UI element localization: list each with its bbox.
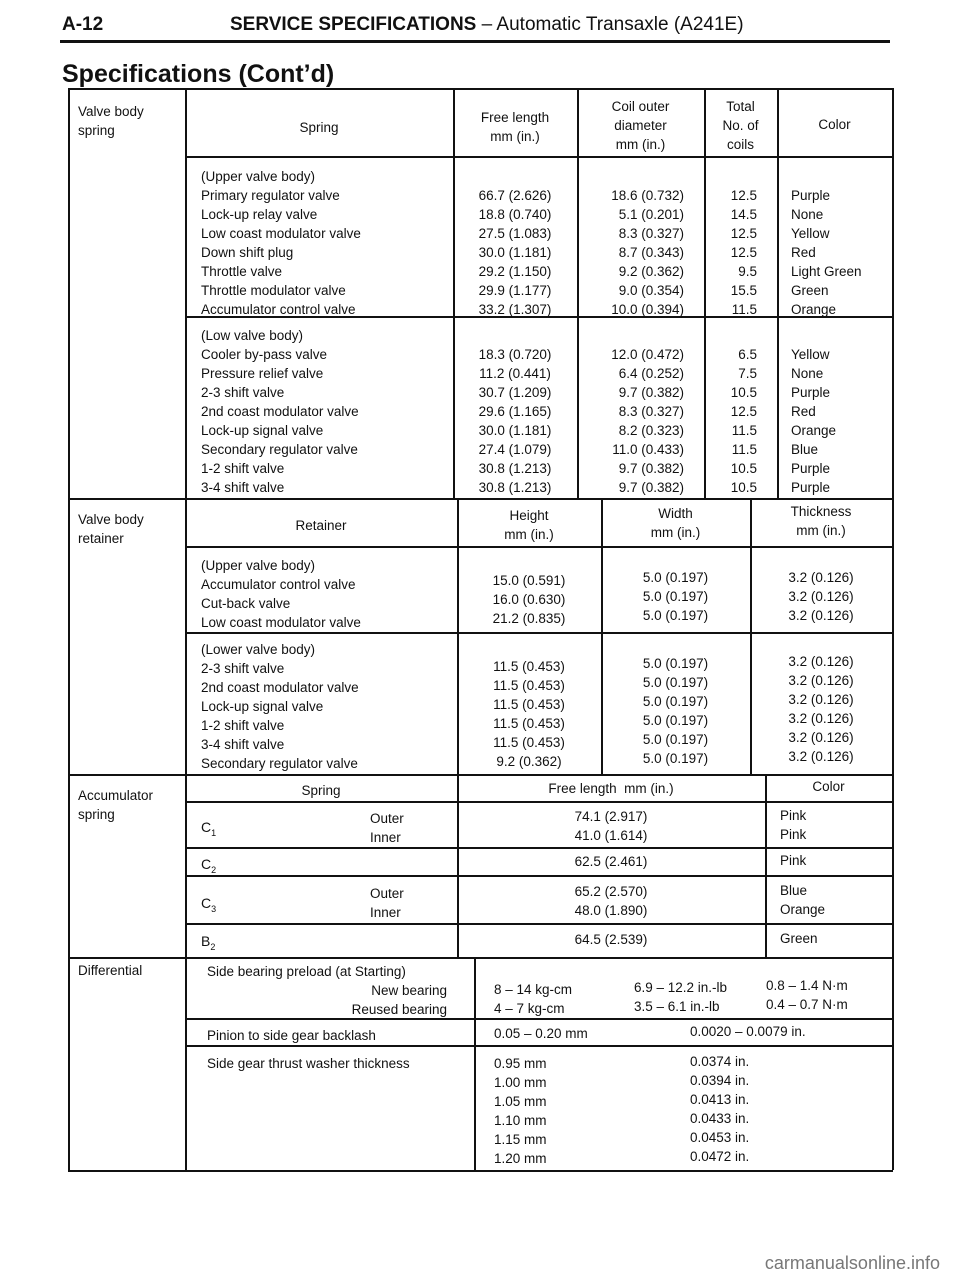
col-header-thickness: Thickness mm (in.) bbox=[790, 504, 852, 538]
row-separator bbox=[185, 923, 893, 925]
differential-backlash-title: Pinion to side gear backlash bbox=[207, 1028, 376, 1043]
accumulator-row-c3-parts: Outer Inner bbox=[370, 886, 404, 920]
table-border-bottom bbox=[68, 1170, 893, 1172]
differential-backlash-in: 0.0020 – 0.0079 in. bbox=[690, 1024, 806, 1039]
col-header-color: Color bbox=[818, 117, 851, 132]
differential-preload-kgcm: 8 – 14 kg-cm 4 – 7 kg-cm bbox=[494, 982, 573, 1016]
col-header-accumulator-spring: Spring bbox=[301, 783, 341, 798]
col-header-coil-outer-diameter: Coil outer diameter mm (in.) bbox=[611, 99, 670, 152]
accumulator-row-c1-length: 74.1 (2.917) 41.0 (1.614) bbox=[574, 809, 648, 843]
accumulator-row-b2-color: Green bbox=[780, 931, 818, 946]
col-header-height: Height mm (in.) bbox=[504, 508, 554, 542]
lower-spring-color: Yellow None Purple Red Orange Blue Purple Purple bbox=[791, 347, 837, 495]
lower-retainer-width: 5.0 (0.197) 5.0 (0.197) 5.0 (0.197) 5.0 (0.197) 5.0 (0.197) 5.0 (0.197) bbox=[642, 656, 709, 766]
accumulator-row-c2-length: 62.5 (2.461) bbox=[574, 854, 648, 869]
accumulator-row-c1-label bbox=[201, 819, 216, 838]
page-number: A-12 bbox=[62, 14, 104, 35]
accumulator-row-c3-length: 65.2 (2.570) 48.0 (1.890) bbox=[574, 884, 648, 918]
lower-spring-total-coils: 6.5 7.5 10.5 12.5 11.5 11.5 10.5 10.5 bbox=[730, 347, 757, 495]
differential-washer-mm: 0.95 mm 1.00 mm 1.05 mm 1.10 mm 1.15 mm 1.20 mm bbox=[494, 1056, 547, 1166]
accumulator-subscript: 2 bbox=[210, 941, 216, 952]
page-header-title bbox=[230, 14, 744, 36]
lower-retainer-names: (Lower valve body) 2-3 shift valve 2nd coast modulator valve Lock-up signal valve 1-2 shift valve 3-4 shift valve Secondary regulator valve bbox=[201, 642, 359, 771]
group-separator bbox=[68, 957, 893, 959]
accumulator-name: B bbox=[201, 933, 211, 949]
lower-spring-coil-outer: 12.0 (0.472) 6.4 (0.252) 9.7 (0.382) 8.3 (0.327) 8.2 (0.323) 11.0 (0.433) 9.7 (0.382) 9.7 (0.382) bbox=[611, 347, 684, 495]
column-divider bbox=[474, 957, 476, 1170]
differential-washer-title: Side gear thrust washer thickness bbox=[207, 1056, 410, 1071]
differential-preload-inlb: 6.9 – 12.2 in.-lb 3.5 – 6.1 in.-lb bbox=[634, 980, 728, 1014]
upper-spring-free-length: 66.7 (2.626) 18.8 (0.740) 27.5 (1.083) 30.0 (1.181) 29.2 (1.150) 29.9 (1.177) 33.2 (1.307) bbox=[478, 188, 552, 317]
upper-retainer-width: 5.0 (0.197) 5.0 (0.197) 5.0 (0.197) bbox=[642, 570, 709, 623]
watermark-text: carmanualsonline.info bbox=[764, 1253, 940, 1273]
lower-retainer-thickness: 3.2 (0.126) 3.2 (0.126) 3.2 (0.126) 3.2 (0.126) 3.2 (0.126) 3.2 (0.126) bbox=[788, 654, 854, 764]
header-title-bold: SERVICE SPECIFICATIONS bbox=[230, 14, 477, 35]
upper-spring-color: Purple None Yellow Red Light Green Green Orange bbox=[791, 188, 862, 317]
row-separator bbox=[185, 1045, 893, 1047]
accumulator-subscript: 1 bbox=[211, 827, 217, 838]
accumulator-subscript: 2 bbox=[211, 864, 217, 875]
group-separator bbox=[68, 498, 893, 500]
category-accumulator-spring: Accumulator spring bbox=[78, 788, 154, 822]
col-header-free-length: Free length mm (in.) bbox=[480, 110, 550, 144]
differential-washer-in: 0.0374 in. 0.0394 in. 0.0413 in. 0.0433 in. 0.0453 in. 0.0472 in. bbox=[690, 1054, 750, 1164]
category-column-divider bbox=[185, 88, 187, 1170]
upper-spring-total-coils: 12.5 14.5 12.5 12.5 9.5 15.5 11.5 bbox=[730, 188, 757, 317]
col-header-width: Width mm (in.) bbox=[650, 506, 701, 540]
col-header-accumulator-free-length: Free length mm (in.) bbox=[548, 781, 674, 796]
row-separator bbox=[185, 1018, 893, 1020]
accumulator-subscript: 3 bbox=[211, 903, 217, 914]
row-separator bbox=[185, 801, 893, 803]
row-separator bbox=[185, 632, 893, 634]
category-differential: Differential bbox=[78, 963, 143, 978]
row-separator bbox=[185, 546, 893, 548]
col-header-accumulator-color: Color bbox=[812, 779, 845, 794]
table-border-right bbox=[892, 88, 894, 1170]
section-title: Specifications (Cont’d) bbox=[62, 60, 335, 88]
accumulator-name: C bbox=[201, 895, 212, 911]
differential-preload-nm: 0.8 – 1.4 N·m 0.4 – 0.7 N·m bbox=[766, 978, 848, 1012]
accumulator-row-b2-length: 64.5 (2.539) bbox=[574, 932, 648, 947]
col-header-retainer: Retainer bbox=[295, 518, 347, 533]
category-valve-body-retainer: Valve body retainer bbox=[78, 512, 144, 546]
accumulator-row-b2-label bbox=[201, 933, 215, 952]
lower-spring-names: (Low valve body) Cooler by-pass valve Pressure relief valve 2-3 shift valve 2nd coast modulator valve Lock-up signal valve Secondary regulator valve 1-2 shift valve 3-4 shift valve bbox=[201, 328, 359, 495]
row-separator bbox=[185, 156, 893, 158]
row-separator bbox=[185, 847, 893, 849]
differential-preload-bearing-types: New bearing Reused bearing bbox=[351, 983, 447, 1017]
differential-backlash-mm: 0.05 – 0.20 mm bbox=[494, 1026, 588, 1041]
accumulator-row-c3-label bbox=[201, 895, 216, 914]
lower-spring-free-length: 18.3 (0.720) 11.2 (0.441) 30.7 (1.209) 29.6 (1.165) 30.0 (1.181) 27.4 (1.079) 30.8 (1.213) 30.8 (1.213) bbox=[478, 347, 552, 495]
accumulator-row-c1-color: Pink Pink bbox=[780, 808, 807, 842]
column-divider bbox=[777, 88, 779, 498]
table-border-top bbox=[68, 88, 893, 90]
accumulator-name: C bbox=[201, 856, 212, 872]
accumulator-row-c2-label bbox=[201, 856, 216, 875]
upper-spring-coil-outer: 18.6 (0.732) 5.1 (0.201) 8.3 (0.327) 8.7 (0.343) 9.2 (0.362) 9.0 (0.354) 10.0 (0.394) bbox=[611, 188, 684, 317]
upper-retainer-thickness: 3.2 (0.126) 3.2 (0.126) 3.2 (0.126) bbox=[788, 570, 854, 623]
accumulator-name: C bbox=[201, 819, 212, 835]
accumulator-row-c1-parts: Outer Inner bbox=[370, 811, 404, 845]
accumulator-row-c3-color: Blue Orange bbox=[780, 883, 826, 917]
row-separator bbox=[185, 875, 893, 877]
upper-retainer-height: 15.0 (0.591) 16.0 (0.630) 21.2 (0.835) bbox=[492, 573, 566, 626]
table-border-left bbox=[68, 88, 70, 1170]
upper-spring-names: (Upper valve body) Primary regulator valve Lock-up relay valve Low coast modulator valve Down shift plug Throttle valve Throttle modulator valve Accumulator control valve bbox=[201, 169, 361, 317]
header-title-rest: – Automatic Transaxle (A241E) bbox=[476, 14, 744, 35]
column-divider bbox=[765, 774, 767, 957]
category-valve-body-spring: Valve body spring bbox=[78, 104, 144, 138]
header-rule bbox=[60, 40, 890, 43]
group-separator bbox=[68, 774, 893, 776]
accumulator-row-c2-color: Pink bbox=[780, 853, 807, 868]
lower-retainer-height: 11.5 (0.453) 11.5 (0.453) 11.5 (0.453) 11.5 (0.453) 11.5 (0.453) 9.2 (0.362) bbox=[493, 659, 565, 769]
differential-preload-title: Side bearing preload (at Starting) bbox=[207, 964, 406, 979]
col-header-total-coils: Total No. of coils bbox=[722, 99, 759, 152]
upper-retainer-names: (Upper valve body) Accumulator control valve Cut-back valve Low coast modulator valve bbox=[201, 558, 361, 630]
col-header-spring: Spring bbox=[299, 120, 339, 135]
